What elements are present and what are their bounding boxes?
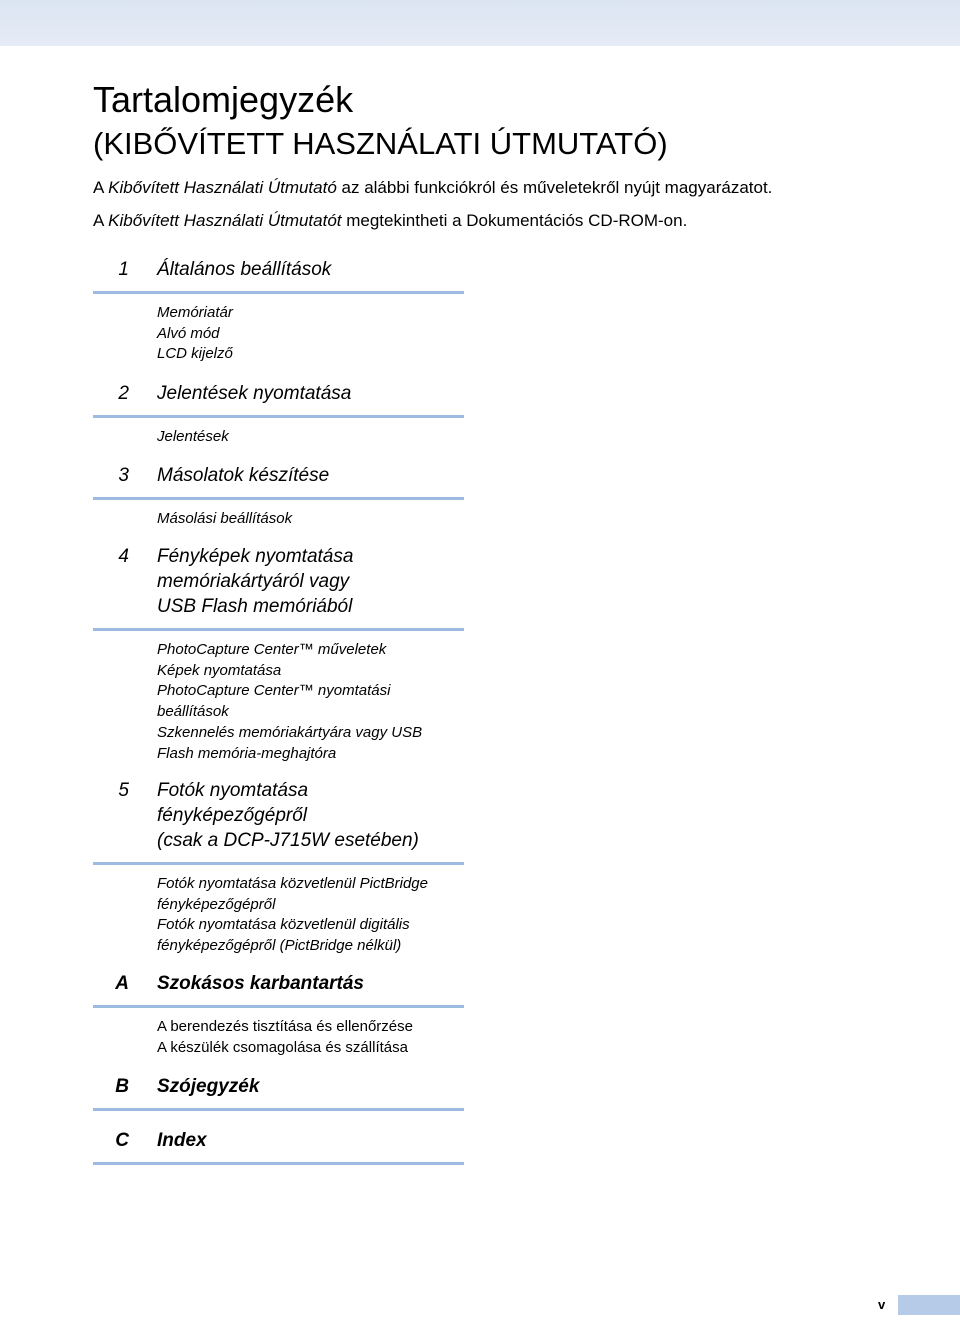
chapter-title-line: memóriakártyáról vagy [157,571,350,592]
section-list [157,640,464,764]
chapter-heading[interactable] [93,257,464,294]
chapter-title [157,381,464,406]
chapter-title-line: Fotók nyomtatása [157,780,309,801]
chapter-number: A [115,973,129,994]
section-link[interactable]: fényképezőgépről (PictBridge nélkül) [157,937,402,955]
intro-emphasis: Kibővített Használati Útmutató [108,178,337,197]
section-link[interactable]: Szkennelés memóriakártyára vagy USB [157,723,423,741]
section-link[interactable]: Memóriatár [157,304,233,321]
section-link[interactable]: PhotoCapture Center™ nyomtatási [157,682,391,700]
toc-chapter-2[interactable] [93,381,464,448]
chapter-heading[interactable] [93,544,464,631]
chapter-title-line: USB Flash memóriából [157,596,353,617]
section-link[interactable]: fényképezőgépről [157,895,276,913]
section-list [157,1017,464,1058]
header-band [0,0,960,46]
chapter-title [157,971,464,996]
chapter-heading[interactable] [93,463,464,500]
chapter-heading[interactable] [93,1128,464,1165]
section-link[interactable]: A berendezés tisztítása és ellenőrzése [157,1018,413,1035]
chapter-title-line: fényképezőgépről [157,805,307,826]
intro-text: A [93,211,109,230]
section-link[interactable]: Másolási beállítások [157,510,293,527]
chapter-title-line: Jelentések nyomtatása [157,383,352,404]
chapter-heading[interactable] [93,1074,464,1111]
section-list [157,874,464,957]
section-link[interactable]: Fotók nyomtatása közvetlenül digitális [157,916,410,934]
chapter-title-line: Általános beállítások [157,259,332,280]
chapter-title-line: (csak a DCP-J715W esetében) [157,830,419,851]
section-link[interactable]: Flash memória-meghajtóra [157,744,337,762]
chapter-number: 4 [118,546,129,567]
chapter-number: 5 [118,780,129,801]
footer-accent-bar [898,1295,960,1315]
section-link[interactable]: beállítások [157,703,229,721]
intro-emphasis: Kibővített Használati Útmutatót [108,211,342,230]
chapter-number: C [115,1130,129,1151]
chapter-title [157,1074,464,1099]
section-list [157,509,464,530]
toc-appendix-b[interactable] [93,1074,464,1111]
section-link[interactable]: Alvó mód [157,324,220,342]
intro-text: az alábbi funkciókról és műveletekről nyújt magyarázatot. [336,178,773,197]
page-title: Tartalomjegyzék [93,79,354,120]
section-link[interactable]: Jelentések [157,428,229,445]
toc-chapter-3[interactable] [93,463,464,530]
section-link[interactable]: A készülék csomagolása és szállítása [157,1038,408,1056]
page-number: v [878,1297,886,1312]
chapter-title-line: Fényképek nyomtatása [157,546,354,567]
chapter-heading[interactable] [93,778,464,865]
chapter-heading[interactable] [93,381,464,418]
chapter-title-line: Szójegyzék [157,1076,260,1097]
intro-text: A [93,178,109,197]
chapter-heading[interactable] [93,971,464,1008]
section-link[interactable]: PhotoCapture Center™ műveletek [157,641,387,658]
section-link[interactable]: Képek nyomtatása [157,661,282,679]
chapter-title [157,257,464,282]
chapter-title-line: Másolatok készítése [157,465,330,486]
section-list [157,303,464,365]
chapter-number: 1 [118,259,129,280]
page-subtitle: (KIBŐVÍTETT HASZNÁLATI ÚTMUTATÓ) [93,126,668,161]
chapter-number: 2 [118,383,129,404]
intro-line-1 [93,177,772,199]
toc-chapter-4[interactable] [93,544,464,764]
chapter-title [157,1128,464,1153]
toc-appendix-c[interactable] [93,1128,464,1165]
section-link[interactable]: Fotók nyomtatása közvetlenül PictBridge [157,875,428,892]
chapter-title [157,778,464,853]
chapter-title [157,544,464,619]
chapter-title-line: Index [157,1130,207,1151]
section-list [157,427,464,448]
toc-appendix-a[interactable] [93,971,464,1058]
chapter-number: 3 [118,465,129,486]
intro-line-2 [93,210,687,232]
toc-chapter-5[interactable] [93,778,464,957]
intro-text: megtekintheti a Dokumentációs CD-ROM-on. [341,211,688,230]
chapter-title [157,463,464,488]
chapter-number: B [115,1076,129,1097]
chapter-title-line: Szokásos karbantartás [157,973,364,994]
section-link[interactable]: LCD kijelző [157,345,233,363]
toc-chapter-1[interactable] [93,257,464,365]
